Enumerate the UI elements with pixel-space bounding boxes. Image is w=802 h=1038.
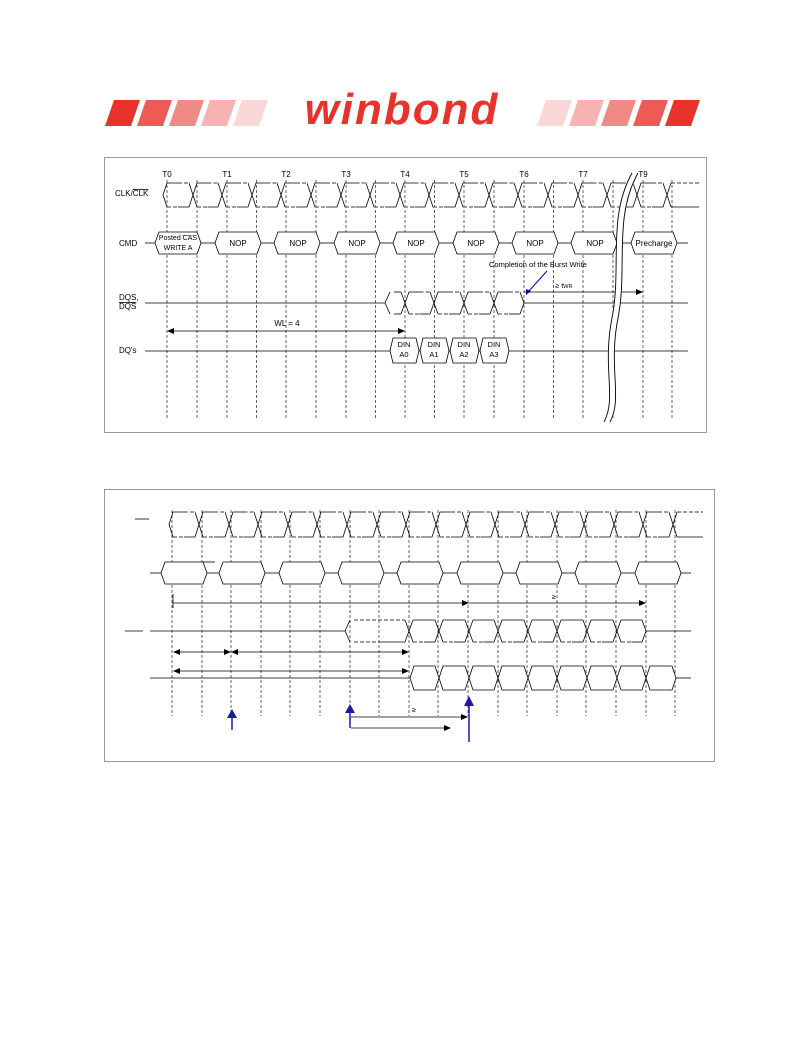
signal-label-dqs-bar: DQS [119,302,137,311]
dq-data-box [498,666,528,690]
clock-cycle [311,183,341,207]
long-span-arrows [173,594,646,608]
logo-stripe [665,100,700,126]
short-span-arrows [173,649,409,674]
clock-waveform [163,183,699,207]
clock-cycle [436,512,466,537]
clock-cycle [193,183,222,207]
cmd-label: NOP [526,239,544,248]
logo-stripe [537,100,572,126]
cmd-box [338,562,384,584]
logo-stripe [569,100,604,126]
wl-arrow-head [398,328,405,334]
dqs-edge [520,292,524,303]
signal-label-dq: DQ's [119,346,137,355]
dq-data-box [439,666,469,690]
cmd-label: NOP [407,239,425,248]
clock-cycle [555,512,584,537]
din-address: A1 [429,350,439,359]
dq-data-box [410,666,439,690]
cmd-write-a-label: WRITE A [163,245,193,252]
arrow-head [639,600,646,606]
cmd-label: NOP [229,239,247,248]
logo-stripe [169,100,204,126]
dq-data-box [587,666,617,690]
logo-stripe [137,100,172,126]
din-label: DIN [397,340,411,349]
din-label: DIN [487,340,501,349]
clock-cycle [548,183,578,207]
cmd-box [516,562,562,584]
clock-cycle [466,512,495,537]
wl-label: WL = 4 [274,319,300,328]
cmd-label: Precharge [635,239,673,248]
signal-label-cmd: CMD [119,239,138,248]
dq-data-box [528,666,557,690]
clock-cycle [377,512,406,537]
clock-label-t2: T2 [281,170,291,179]
clock-cycle [614,512,643,537]
clock-label-t9: T9 [638,170,648,179]
winbond-logo [0,0,802,160]
clock-cycle [288,512,317,537]
twr-arrow-head [636,289,643,295]
clock-label-t7: T7 [578,170,588,179]
clock-label-t4: T4 [400,170,410,179]
signal-label-dqs: DQS, [119,293,139,302]
clock-cycle [347,512,377,537]
cmd-label: NOP [348,239,366,248]
dqs-edge [345,631,350,642]
clock-label-t0: T0 [162,170,172,179]
timing-diagram-unlabeled [104,489,715,762]
completion-label: Completion of the Burst Write [489,260,587,269]
cmd-box [219,562,265,584]
signal-labels [115,189,149,355]
clock-label-t5: T5 [459,170,469,179]
completion-pointer [528,271,547,292]
twr-annotation [524,281,643,295]
dq-data-box [557,666,587,690]
clock-cycle [518,183,548,207]
left-stripes [105,100,268,126]
clock-cycle [429,183,459,207]
clock-waveform [169,512,703,537]
cmd-box [161,562,207,584]
din-label: DIN [427,340,441,349]
dqs-edge [642,631,646,642]
clock-cycle [489,183,518,207]
din-address: A3 [489,350,499,359]
cmd-box [457,562,503,584]
clock-label-t6: T6 [519,170,529,179]
clock-cycle [406,512,436,537]
dqs-edge [385,292,390,303]
dqs-edge [345,620,350,631]
clock-cycle [258,512,288,537]
clock-label-t3: T3 [341,170,351,179]
logo-stripe [201,100,236,126]
cmd-label: NOP [586,239,604,248]
dq-data-box [469,666,498,690]
clock-label-t1: T1 [222,170,232,179]
cmd-box [397,562,443,584]
clock-cycle [341,183,370,207]
dq-data-box [617,666,646,690]
clock-edge [667,183,671,195]
cmd-box [635,562,681,584]
clock-cycle [229,512,258,537]
dq-data-box [646,666,676,690]
dqs-waveform [150,620,691,642]
signal-label-clk: CLK/CLK [115,189,149,198]
event-markers [227,696,474,742]
din-address: A0 [399,350,409,359]
cmd-box [575,562,621,584]
ge-label: ≥ [412,707,416,714]
logo-stripe [233,100,268,126]
clock-cycle [163,183,193,207]
logo-stripe [601,100,636,126]
clock-cycle [495,512,525,537]
right-stripes [537,100,700,126]
command-waveform [150,562,691,584]
clock-cycle [459,183,489,207]
clock-cycle [222,183,252,207]
twr-label: ≥ tWR [555,281,573,290]
clock-edge [667,195,671,207]
cmd-box [279,562,325,584]
clock-gridlines [167,180,672,420]
clock-cycle [578,183,607,207]
dqs-edge [520,303,524,314]
dqs-edge [385,303,390,314]
clock-cycle [637,183,667,207]
clock-labels [162,170,648,179]
clock-cycle [643,512,673,537]
clock-cycle [370,183,400,207]
clock-cycle [199,512,229,537]
cmd-label: NOP [467,239,485,248]
dqs-edge [642,620,646,631]
cmd-posted-cas-label: Posted CAS [158,235,198,242]
clock-cycle [281,183,311,207]
logo-stripe [105,100,140,126]
clock-cycle [400,183,429,207]
din-address: A2 [459,350,469,359]
ge-label: ≥ [552,594,556,601]
dqs-waveform [145,292,688,314]
time-break [604,173,638,422]
clock-cycle [525,512,555,537]
clock-cycle [584,512,614,537]
clock-cycle [169,512,199,537]
cmd-label: NOP [289,239,307,248]
dq-waveform [145,338,688,363]
din-label: DIN [457,340,471,349]
logo-stripe [633,100,668,126]
timing-diagram-write-to-precharge [104,157,707,433]
clock-cycle [317,512,347,537]
brand-wordmark: winbond [304,85,500,134]
wl-arrow-tail [167,328,174,334]
